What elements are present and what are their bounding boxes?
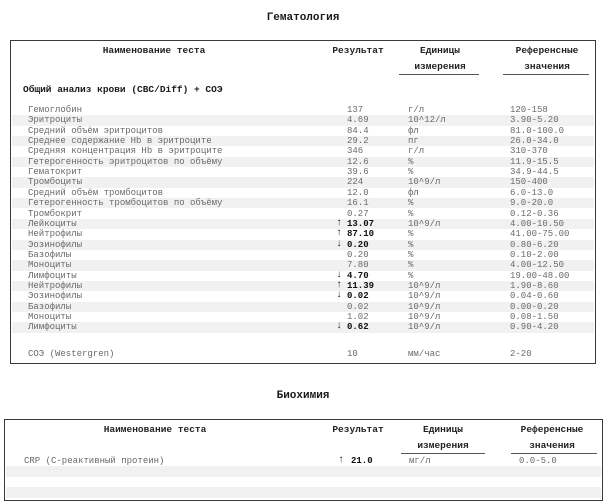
unit: фл xyxy=(408,125,419,136)
reference-range: 4.00-12.50 xyxy=(510,260,565,271)
unit: мг/л xyxy=(409,456,431,466)
result-value: 346 xyxy=(347,146,364,157)
test-name: Лимфоциты xyxy=(28,322,77,333)
unit: % xyxy=(408,156,414,167)
reference-range: 0.90-4.20 xyxy=(510,322,559,333)
arrow-down-icon: ↓ xyxy=(335,290,342,302)
reference-range: 0.80-6.20 xyxy=(510,239,559,250)
table-row xyxy=(12,260,594,270)
test-name: Моноциты xyxy=(28,312,72,322)
table-row xyxy=(12,229,594,239)
test-name: Средний объём эритроцитов xyxy=(28,125,164,136)
cbc-results-list xyxy=(12,105,594,333)
result-value: 11.39 xyxy=(347,280,375,291)
cbc-group-title: Общий анализ крови (CBC/Diff) + СОЭ xyxy=(23,84,223,95)
unit: 10^9/л xyxy=(408,177,441,188)
result-value: 12.0 xyxy=(347,187,369,198)
table-row xyxy=(12,115,594,125)
arrow-down-icon: ↓ xyxy=(335,321,342,333)
test-name: CRP (С-реактивный протеин) xyxy=(24,456,165,466)
table-row xyxy=(6,477,601,488)
result-value: 1.02 xyxy=(347,312,369,322)
reference-range: 0.08-1.50 xyxy=(510,312,559,322)
unit: 10^12/л xyxy=(408,115,446,126)
reference-header-underline xyxy=(511,453,597,454)
result-value: 87.10 xyxy=(347,229,375,240)
table-row xyxy=(12,322,594,332)
test-name: Среднее содержание Hb в эритроците xyxy=(28,136,212,147)
test-name: Эозинофилы xyxy=(28,239,83,250)
header-result: Результат xyxy=(332,45,384,56)
biochemistry-title: Биохимия xyxy=(276,390,330,402)
result-value: 4.70 xyxy=(347,270,369,281)
table-row xyxy=(12,291,594,301)
reference-range: 34.9-44.5 xyxy=(510,167,559,178)
table-row xyxy=(12,250,594,260)
reference-range: 4.00-10.50 xyxy=(510,218,565,229)
test-name: Лимфоциты xyxy=(28,270,77,281)
reference-range: 41.00-75.00 xyxy=(510,229,570,240)
unit: % xyxy=(408,249,414,260)
reference-range: 0.0-5.0 xyxy=(519,456,557,466)
table-row xyxy=(12,105,594,115)
arrow-up-icon: ↑ xyxy=(335,217,342,229)
reference-range: 81.0-100.0 xyxy=(510,125,565,136)
header-reference-line1: Референсные xyxy=(515,45,579,56)
table-row xyxy=(6,487,601,498)
table-row xyxy=(12,136,594,146)
unit: фл xyxy=(408,187,419,198)
unit: 10^9/л xyxy=(408,322,441,333)
reference-range: 1.90-8.60 xyxy=(510,280,559,291)
arrow-down-icon: ↓ xyxy=(335,269,342,281)
unit: % xyxy=(408,270,414,281)
result-value: 0.62 xyxy=(347,322,369,333)
test-name: СОЭ (Westergren) xyxy=(28,349,115,359)
unit: пг xyxy=(408,136,419,147)
result-value: 84.4 xyxy=(347,125,369,136)
test-name: Эритроциты xyxy=(28,115,83,126)
test-name: Гетерогенность тромбоцитов по объёму xyxy=(28,198,223,209)
test-name: Тромбокрит xyxy=(28,208,83,219)
header-reference-line1: Референсные xyxy=(520,424,584,435)
reference-range: 2-20 xyxy=(510,349,532,359)
unit: 10^9/л xyxy=(408,301,441,312)
result-value: 10 xyxy=(347,349,358,359)
unit: % xyxy=(408,239,414,250)
unit: 10^9/л xyxy=(408,280,441,291)
table-row xyxy=(12,198,594,208)
unit: 10^9/л xyxy=(408,291,441,302)
reference-range: 19.00-48.00 xyxy=(510,270,570,281)
table-row xyxy=(12,219,594,229)
reference-range: 0.00-0.20 xyxy=(510,301,559,312)
header-result: Результат xyxy=(332,424,384,435)
esr-row xyxy=(12,348,594,360)
reference-range: 0.10-2.00 xyxy=(510,249,559,260)
test-name: Базофилы xyxy=(28,301,72,312)
result-value: 0.20 xyxy=(347,239,369,250)
result-value: 7.80 xyxy=(347,260,369,271)
header-reference-line2: значения xyxy=(524,61,570,72)
header-units-line1: Единицы xyxy=(423,424,463,435)
table-row xyxy=(12,146,594,156)
result-value: 16.1 xyxy=(347,198,369,209)
hematology-title: Гематология xyxy=(266,12,340,24)
units-header-underline xyxy=(399,74,479,75)
unit: 10^9/л xyxy=(408,218,441,229)
header-test-name: Наименование теста xyxy=(103,424,207,435)
result-value: 0.02 xyxy=(347,301,369,312)
test-name: Гемоглобин xyxy=(28,105,83,115)
reference-range: 0.04-0.60 xyxy=(510,291,559,302)
result-value: 0.27 xyxy=(347,208,369,219)
result-value: 21.0 xyxy=(351,456,373,466)
test-name: Гематокрит xyxy=(28,167,83,178)
header-units-line1: Единицы xyxy=(420,45,460,56)
hematology-table xyxy=(10,40,596,364)
table-row xyxy=(12,157,594,167)
table-row xyxy=(6,466,601,477)
header-units-line2: измерения xyxy=(414,61,466,72)
table-row xyxy=(12,209,594,219)
units-header-underline xyxy=(401,453,485,454)
result-value: 0.02 xyxy=(347,291,369,302)
unit: г/л xyxy=(408,105,425,115)
unit: % xyxy=(408,167,414,178)
reference-range: 310-370 xyxy=(510,146,548,157)
table-row xyxy=(12,167,594,177)
result-value: 12.6 xyxy=(347,156,369,167)
test-name: Нейтрофилы xyxy=(28,280,83,291)
unit: мм/час xyxy=(408,349,441,359)
test-name: Средняя концентрация Hb в эритроците xyxy=(28,146,223,157)
test-name: Средний объём тромбоцитов xyxy=(28,187,164,198)
biochemistry-results-list xyxy=(6,456,601,498)
table-row xyxy=(12,302,594,312)
reference-range: 150-400 xyxy=(510,177,548,188)
unit: г/л xyxy=(408,146,425,157)
test-name: Моноциты xyxy=(28,260,72,271)
reference-range: 11.9-15.5 xyxy=(510,156,559,167)
arrow-down-icon: ↓ xyxy=(335,238,342,250)
table-row xyxy=(12,271,594,281)
header-test-name: Наименование теста xyxy=(102,45,206,56)
result-value: 4.69 xyxy=(347,115,369,126)
test-name: Нейтрофилы xyxy=(28,229,83,240)
table-row xyxy=(12,177,594,187)
arrow-up-icon: ↑ xyxy=(335,279,342,291)
reference-range: 120-158 xyxy=(510,105,548,115)
biochemistry-table xyxy=(4,419,603,501)
result-value: 224 xyxy=(347,177,364,188)
unit: % xyxy=(408,208,414,219)
test-name: Тромбоциты xyxy=(28,177,83,188)
result-value: 0.20 xyxy=(347,249,369,260)
table-row xyxy=(12,126,594,136)
test-name: Эозинофилы xyxy=(28,291,83,302)
reference-range: 6.0-13.0 xyxy=(510,187,554,198)
table-row xyxy=(12,281,594,291)
reference-range: 9.0-20.0 xyxy=(510,198,554,209)
result-value: 29.2 xyxy=(347,136,369,147)
table-row xyxy=(12,188,594,198)
table-row xyxy=(12,312,594,322)
reference-range: 0.12-0.36 xyxy=(510,208,559,219)
result-value: 39.6 xyxy=(347,167,369,178)
reference-header-underline xyxy=(503,74,589,75)
reference-range: 3.90-5.20 xyxy=(510,115,559,126)
table-row xyxy=(12,240,594,250)
unit: % xyxy=(408,229,414,240)
header-units-line2: измерения xyxy=(417,440,469,451)
test-name: Лейкоциты xyxy=(28,218,77,229)
unit: 10^9/л xyxy=(408,312,441,322)
table-row xyxy=(6,456,601,467)
arrow-up-icon: ↑ xyxy=(337,455,344,466)
unit: % xyxy=(408,198,414,209)
header-reference-line2: значения xyxy=(529,440,575,451)
result-value: 137 xyxy=(347,105,364,115)
test-name: Базофилы xyxy=(28,249,72,260)
reference-range: 26.0-34.0 xyxy=(510,136,559,147)
unit: % xyxy=(408,260,414,271)
arrow-up-icon: ↑ xyxy=(335,228,342,240)
test-name: Гетерогенность эритроцитов по объёму xyxy=(28,156,223,167)
result-value: 13.07 xyxy=(347,218,375,229)
